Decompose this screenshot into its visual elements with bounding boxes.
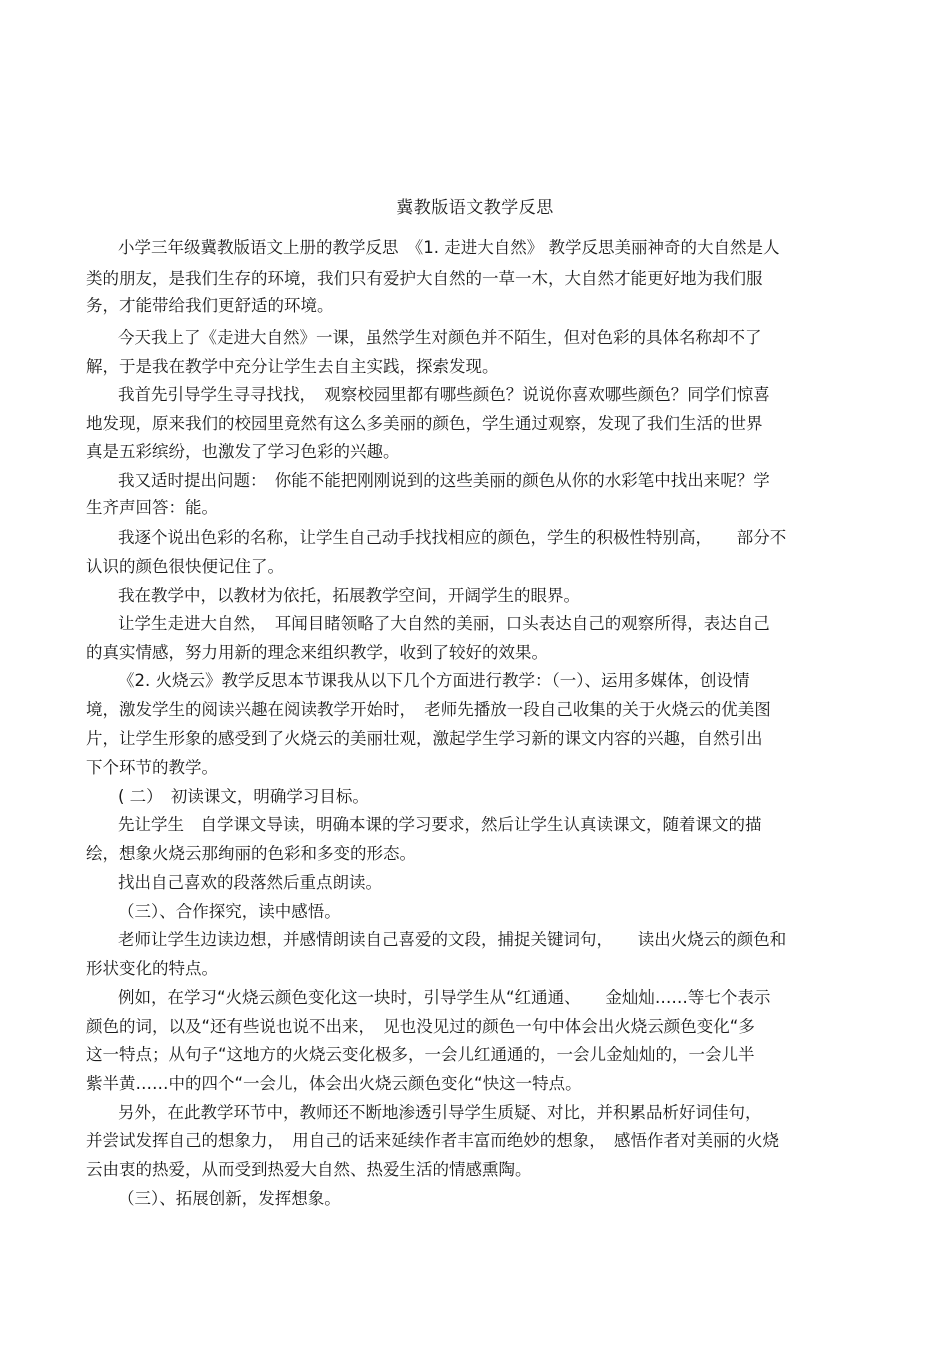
text-line: 云由衷的热爱，从而受到热爱大自然、热爱生活的情感熏陶。 (86, 1160, 532, 1179)
text-line: 我首先引导学生寻寻找找， 观察校园里都有哪些颜色？说说你喜欢哪些颜色？同学们惊喜 (118, 385, 770, 404)
text-line: 生齐声回答：能。 (86, 498, 218, 517)
text-line: 并尝试发挥自己的想象力， 用自己的话来延续作者丰富而绝妙的想象， 感悟作者对美丽的火烧 (86, 1131, 779, 1150)
text-line: 紫半黄……中的四个“一会儿，体会出火烧云颜色变化“快这一特点。 (86, 1074, 582, 1093)
text-line: 先让学生 自学课文导读，明确本课的学习要求，然后让学生认真读课文，随着课文的描 (118, 815, 762, 834)
text-line: 境，激发学生的阅读兴趣在阅读教学开始时， 老师先播放一段自己收集的关于火烧云的优美图 (86, 700, 771, 719)
text-line: 另外，在此教学环节中，教师还不断地渗透引导学生质疑、对比，并积累品析好词佳句， (118, 1103, 762, 1122)
text-line: 认识的颜色很快便记住了。 (86, 557, 284, 576)
text-line: 真是五彩缤纷，也激发了学习色彩的兴趣。 (86, 442, 400, 461)
text-line: 我逐个说出色彩的名称，让学生自己动手找找相应的颜色，学生的积极性特别高， 部分不 (118, 528, 787, 547)
text-line: 务，才能带给我们更舒适的环境。 (86, 296, 334, 315)
text-line: 例如，在学习“火烧云颜色变化这一块时，引导学生从“红通通、 金灿灿……等七个表示 (118, 988, 771, 1007)
text-line: 的真实情感，努力用新的理念来组织教学，收到了较好的效果。 (86, 643, 548, 662)
text-line: 找出自己喜欢的段落然后重点朗读。 (118, 873, 382, 892)
text-line: 小学三年级冀教版语文上册的教学反思 《1. 走进大自然》 教学反思美丽神奇的大自然是人 (118, 238, 780, 257)
text-line: 下个环节的教学。 (86, 758, 218, 777)
text-line: 地发现，原来我们的校园里竟然有这么多美丽的颜色，学生通过观察，发现了我们生活的世界 (86, 414, 763, 433)
text-line: 这一特点；从句子“这地方的火烧云变化极多，一会儿红通通的，一会儿金灿灿的，一会儿半 (86, 1045, 755, 1064)
text-line: 绘，想象火烧云那绚丽的色彩和多变的形态。 (86, 844, 416, 863)
text-line: 形状变化的特点。 (86, 959, 218, 978)
text-line: 解，于是我在教学中充分让学生去自主实践，探索发现。 (86, 357, 499, 376)
text-line: 老师让学生边读边想，并感情朗读自己喜爱的文段，捕捉关键词句， 读出火烧云的颜色和 (118, 930, 787, 949)
text-line: 《2. 火烧云》教学反思本节课我从以下几个方面进行教学：（一）、运用多媒体，创设情 (118, 671, 750, 690)
document-title: 冀教版语文教学反思 (396, 198, 554, 218)
text-line: 让学生走进大自然， 耳闻目睹领略了大自然的美丽，口头表达自己的观察所得，表达自己 (118, 614, 770, 633)
text-line: 今天我上了《走进大自然》一课，虽然学生对颜色并不陌生，但对色彩的具体名称却不了 (118, 328, 762, 347)
text-line: ( 二） 初读课文，明确学习目标。 (118, 787, 369, 806)
text-line: 我又适时提出问题： 你能不能把刚刚说到的这些美丽的颜色从你的水彩笔中找出来呢？学 (118, 471, 770, 490)
text-line: （三）、拓展创新，发挥想象。 (118, 1189, 341, 1208)
text-line: 类的朋友，是我们生存的环境，我们只有爱护大自然的一草一木，大自然才能更好地为我们服 (86, 269, 763, 288)
text-line: 片，让学生形象的感受到了火烧云的美丽壮观，激起学生学习新的课文内容的兴趣，自然引出 (86, 729, 763, 748)
text-line: 我在教学中，以教材为依托，拓展教学空间，开阔学生的眼界。 (118, 586, 580, 605)
text-line: 颜色的词，以及“还有些说也说不出来， 见也没见过的颜色一句中体会出火烧云颜色变化“多 (86, 1017, 755, 1036)
text-line: （三）、合作探究，读中感悟。 (118, 902, 341, 921)
